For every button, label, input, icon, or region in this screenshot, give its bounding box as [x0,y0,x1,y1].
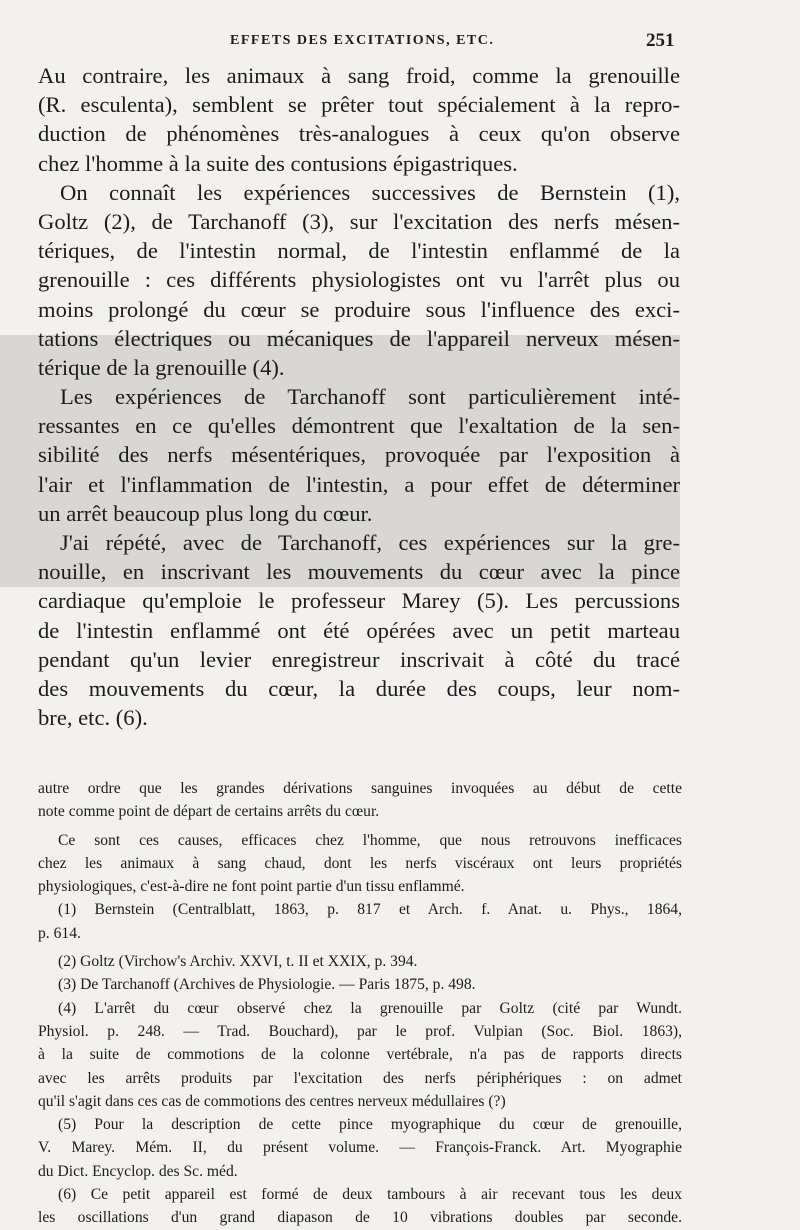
body-line: cardiaque qu'emploie le professeur Marey (5). Les percussions [38,588,680,614]
body-line: (R. esculenta), semblent se prêter tout spécialement à la repro- [38,92,680,118]
footnote-line: Physiol. p. 248. — Trad. Bouchard), par le prof. Vulpian (Soc. Biol. 1863), [38,1022,682,1040]
footnote-line: chez les animaux à sang chaud, dont les nerfs viscéraux ont leurs propriétés [38,854,682,872]
footnote-line: à la suite de commotions de la colonne vertébrale, n'a pas de rapports directs [38,1046,682,1064]
footnote-line: (6) Ce petit appareil est formé de deux tambours à air recevant tous les deux [58,1186,682,1204]
footnote-line: (1) Bernstein (Centralblatt, 1863, p. 817 et Arch. f. Anat. u. Phys., 1864, [58,901,682,919]
footnote-line: avec les arrêts produits par l'excitation des nerfs périphériques : on admet [38,1069,682,1087]
body-line: grenouille : ces différents physiologistes ont vu l'arrêt plus ou [38,267,680,293]
footnote-line: (2) Goltz (Virchow's Archiv. XXVI, t. II et XXIX, p. 394. [58,953,418,971]
body-line: On connaît les expériences successives de Bernstein (1), [60,179,680,205]
main-text [38,61,680,732]
body-line: Au contraire, les animaux à sang froid, comme la grenouille [38,63,680,88]
page-header [0,30,800,54]
body-line: térique de la grenouille (4). [38,354,285,380]
body-line: J'ai répété, avec de Tarchanoff, ces expériences sur la gre- [60,530,680,555]
body-line: tations électriques ou mécaniques de l'appareil nerveux mésen- [38,325,680,351]
footnotes [38,777,682,1230]
footnote-line: les oscillations d'un grand diapason de 10 vibrations doubles par seconde. [38,1209,682,1227]
footnote-line: note comme point de départ de certains arrêts du cœur. [38,803,380,821]
footnote-line: (3) De Tarchanoff (Archives de Physiologie. — Paris 1875, p. 498. [58,976,476,994]
footnote-line: autre ordre que les grandes dérivations sanguines invoquées au début de cette [38,780,682,797]
body-line: chez l'homme à la suite des contusions épigastriques. [38,150,518,176]
body-line: moins prolongé du cœur se produire sous l'influence des exci- [38,296,680,322]
body-line: un arrêt beaucoup plus long du cœur. [38,500,373,526]
footnote-line: V. Marey. Mém. II, du présent volume. — François-Franck. Art. Myographie [38,1139,682,1157]
body-line: Les expériences de Tarchanoff sont particulièrement inté- [60,384,680,410]
body-line: bre, etc. (6). [38,705,148,731]
body-line: des mouvements du cœur, la durée des coups, leur nom- [38,675,680,701]
body-line: de l'intestin enflammé ont été opérées avec un petit marteau [38,617,680,643]
page-number: 251 [646,30,675,51]
footnote-line: du Dict. Encyclop. des Sc. méd. [38,1162,238,1180]
body-line: l'air et l'inflammation de l'intestin, a pour effet de déterminer [38,471,680,497]
body-line: tériques, de l'intestin normal, de l'intestin enflammé de la [38,238,680,264]
footnote-line: physiologiques, c'est-à-dire ne font point partie d'un tissu enflammé. [38,878,465,896]
footnote-line: qu'il s'agit dans ces cas de commotions des centres nerveux médullaires (?) [38,1092,506,1110]
body-line: ressantes en ce qu'elles démontrent que l'exaltation de la sen- [38,413,680,439]
body-line: Goltz (2), de Tarchanoff (3), sur l'excitation des nerfs mésen- [38,208,680,234]
footnote-line: Ce sont ces causes, efficaces chez l'homme, que nous retrouvons inefficaces [58,831,682,849]
body-line: duction de phénomènes très-analogues à ceux qu'on observe [38,121,680,147]
footnote-line: (5) Pour la description de cette pince myographique du cœur de grenouille, [58,1116,682,1134]
body-line: pendant qu'un levier enregistreur inscrivait à côté du tracé [38,646,680,672]
body-line: nouille, en inscrivant les mouvements du cœur avec la pince [38,559,680,585]
running-title: EFFETS DES EXCITATIONS, ETC. [230,33,495,48]
footnote-line: p. 614. [38,924,81,942]
footnote-line: (4) L'arrêt du cœur observé chez la grenouille par Goltz (cité par Wundt. [58,999,682,1017]
body-line: sibilité des nerfs mésentériques, provoquée par l'exposition à [38,442,680,468]
